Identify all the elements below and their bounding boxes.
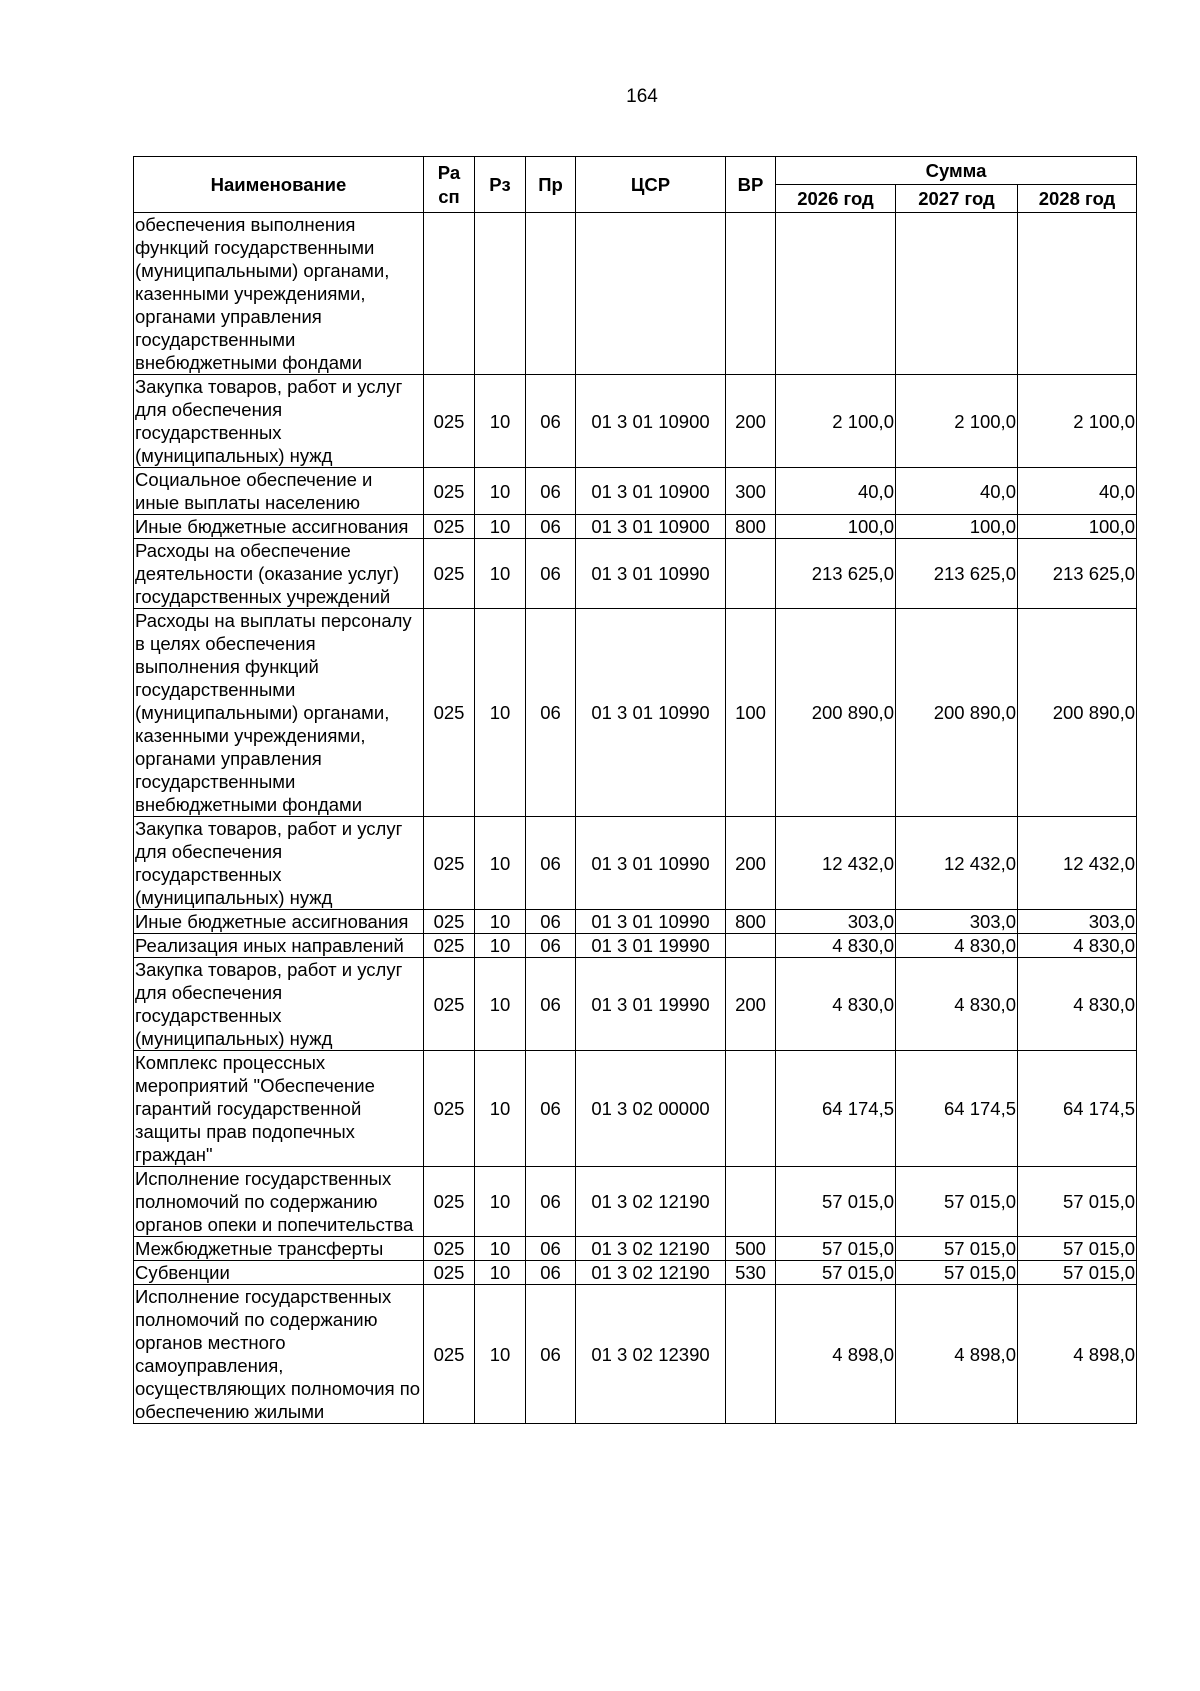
- cell-sum-2028: 4 830,0: [1018, 934, 1137, 958]
- header-csr: ЦСР: [576, 157, 726, 213]
- cell-sum-2027: 303,0: [896, 910, 1018, 934]
- cell-csr: 01 3 01 10900: [576, 375, 726, 468]
- cell-sum-2027: 100,0: [896, 515, 1018, 539]
- cell-name: обеспечения выполнения функций государственными (муниципальными) органами, казенными учреждениями, органами управления государственными внебюджетными фондами: [134, 213, 424, 375]
- cell-vr: 500: [726, 1237, 776, 1261]
- header-vr: ВР: [726, 157, 776, 213]
- cell-sum-2027: 4 830,0: [896, 934, 1018, 958]
- cell-sum-2027: 4 898,0: [896, 1285, 1018, 1424]
- cell-rz: 10: [475, 1261, 526, 1285]
- cell-rz: 10: [475, 934, 526, 958]
- cell-csr: 01 3 01 10990: [576, 910, 726, 934]
- cell-vr: 530: [726, 1261, 776, 1285]
- cell-sum-2027: 64 174,5: [896, 1051, 1018, 1167]
- cell-rasp: 025: [424, 1285, 475, 1424]
- cell-vr: 100: [726, 609, 776, 817]
- cell-sum-2026: 57 015,0: [776, 1167, 896, 1237]
- cell-rasp: 025: [424, 817, 475, 910]
- cell-rz: 10: [475, 515, 526, 539]
- cell-csr: 01 3 01 10990: [576, 539, 726, 609]
- cell-csr: 01 3 01 10900: [576, 515, 726, 539]
- cell-vr: [726, 1167, 776, 1237]
- table-row: [134, 817, 1137, 910]
- table-header: [134, 157, 1137, 213]
- cell-sum-2028: 57 015,0: [1018, 1261, 1137, 1285]
- cell-name: Иные бюджетные ассигнования: [134, 515, 424, 539]
- cell-rz: 10: [475, 1051, 526, 1167]
- cell-vr: 200: [726, 958, 776, 1051]
- cell-pr: 06: [526, 817, 576, 910]
- cell-rz: 10: [475, 1167, 526, 1237]
- cell-vr: [726, 539, 776, 609]
- cell-sum-2027: 57 015,0: [896, 1237, 1018, 1261]
- cell-vr: 200: [726, 375, 776, 468]
- cell-rz: 10: [475, 817, 526, 910]
- cell-csr: 01 3 02 00000: [576, 1051, 726, 1167]
- cell-sum-2028: 200 890,0: [1018, 609, 1137, 817]
- cell-sum-2026: 4 830,0: [776, 958, 896, 1051]
- cell-rasp: 025: [424, 1051, 475, 1167]
- header-rasp: Ра сп: [424, 157, 475, 213]
- cell-vr: [726, 1051, 776, 1167]
- cell-name: Расходы на выплаты персоналу в целях обеспечения выполнения функций государственными (муниципальными) органами, казенными учреждениями, органами управления государственными внебюджетными фондами: [134, 609, 424, 817]
- cell-rasp: 025: [424, 468, 475, 515]
- cell-name: Исполнение государственных полномочий по содержанию органов местного самоуправления, осуществляющих полномочия по обеспечению жилыми: [134, 1285, 424, 1424]
- cell-csr: 01 3 02 12390: [576, 1285, 726, 1424]
- cell-sum-2028: 57 015,0: [1018, 1237, 1137, 1261]
- cell-rasp: 025: [424, 1167, 475, 1237]
- cell-rasp: 025: [424, 1261, 475, 1285]
- cell-vr: 800: [726, 515, 776, 539]
- cell-rz: 10: [475, 539, 526, 609]
- table-row: [134, 375, 1137, 468]
- header-year-2026: 2026 год: [776, 185, 896, 213]
- cell-csr: 01 3 02 12190: [576, 1237, 726, 1261]
- table-row: [134, 609, 1137, 817]
- cell-sum-2027: 12 432,0: [896, 817, 1018, 910]
- cell-pr: 06: [526, 468, 576, 515]
- cell-sum-2027: 200 890,0: [896, 609, 1018, 817]
- cell-name: Комплекс процессных мероприятий "Обеспечение гарантий государственной защиты прав подопечных граждан": [134, 1051, 424, 1167]
- table-row: [134, 1261, 1137, 1285]
- cell-name: Реализация иных направлений: [134, 934, 424, 958]
- cell-name: Иные бюджетные ассигнования: [134, 910, 424, 934]
- budget-table: [133, 156, 1137, 1424]
- table-row: [134, 1237, 1137, 1261]
- cell-vr: [726, 934, 776, 958]
- cell-sum-2028: 40,0: [1018, 468, 1137, 515]
- cell-pr: 06: [526, 1237, 576, 1261]
- table-row: [134, 539, 1137, 609]
- cell-csr: 01 3 02 12190: [576, 1261, 726, 1285]
- table-row: [134, 958, 1137, 1051]
- table-row: [134, 213, 1137, 375]
- header-pr: Пр: [526, 157, 576, 213]
- header-year-2027: 2027 год: [896, 185, 1018, 213]
- cell-name: Закупка товаров, работ и услуг для обеспечения государственных (муниципальных) нужд: [134, 958, 424, 1051]
- cell-sum-2026: [776, 213, 896, 375]
- cell-sum-2026: 57 015,0: [776, 1237, 896, 1261]
- cell-sum-2027: 57 015,0: [896, 1261, 1018, 1285]
- cell-pr: 06: [526, 375, 576, 468]
- cell-sum-2028: 4 898,0: [1018, 1285, 1137, 1424]
- cell-rz: [475, 213, 526, 375]
- header-name: Наименование: [134, 157, 424, 213]
- cell-rz: 10: [475, 958, 526, 1051]
- cell-rz: 10: [475, 1285, 526, 1424]
- cell-pr: 06: [526, 609, 576, 817]
- cell-name: Исполнение государственных полномочий по содержанию органов опеки и попечительства: [134, 1167, 424, 1237]
- cell-csr: 01 3 01 10900: [576, 468, 726, 515]
- cell-rasp: 025: [424, 539, 475, 609]
- cell-rasp: 025: [424, 934, 475, 958]
- cell-name: Закупка товаров, работ и услуг для обеспечения государственных (муниципальных) нужд: [134, 375, 424, 468]
- cell-sum-2026: 4 898,0: [776, 1285, 896, 1424]
- cell-sum-2026: 4 830,0: [776, 934, 896, 958]
- cell-rasp: 025: [424, 910, 475, 934]
- cell-rasp: 025: [424, 375, 475, 468]
- cell-sum-2027: 57 015,0: [896, 1167, 1018, 1237]
- cell-sum-2026: 40,0: [776, 468, 896, 515]
- cell-sum-2027: [896, 213, 1018, 375]
- cell-pr: 06: [526, 1167, 576, 1237]
- cell-sum-2028: 100,0: [1018, 515, 1137, 539]
- table-row: [134, 515, 1137, 539]
- cell-sum-2027: 4 830,0: [896, 958, 1018, 1051]
- cell-sum-2026: 57 015,0: [776, 1261, 896, 1285]
- header-sum: Сумма: [776, 157, 1137, 185]
- cell-sum-2028: 12 432,0: [1018, 817, 1137, 910]
- cell-pr: 06: [526, 1261, 576, 1285]
- cell-sum-2027: 40,0: [896, 468, 1018, 515]
- header-rz: Рз: [475, 157, 526, 213]
- cell-sum-2026: 303,0: [776, 910, 896, 934]
- table-row: [134, 1167, 1137, 1237]
- cell-rz: 10: [475, 1237, 526, 1261]
- table-row: [134, 1285, 1137, 1424]
- cell-rz: 10: [475, 375, 526, 468]
- cell-sum-2026: 12 432,0: [776, 817, 896, 910]
- cell-rasp: 025: [424, 1237, 475, 1261]
- cell-sum-2027: 2 100,0: [896, 375, 1018, 468]
- cell-rz: 10: [475, 468, 526, 515]
- cell-name: Расходы на обеспечение деятельности (оказание услуг) государственных учреждений: [134, 539, 424, 609]
- cell-vr: [726, 1285, 776, 1424]
- cell-sum-2026: 64 174,5: [776, 1051, 896, 1167]
- cell-vr: 800: [726, 910, 776, 934]
- cell-vr: [726, 213, 776, 375]
- cell-sum-2026: 100,0: [776, 515, 896, 539]
- cell-csr: 01 3 01 19990: [576, 934, 726, 958]
- cell-csr: 01 3 01 10990: [576, 609, 726, 817]
- cell-pr: 06: [526, 1285, 576, 1424]
- header-year-2028: 2028 год: [1018, 185, 1137, 213]
- cell-sum-2026: 2 100,0: [776, 375, 896, 468]
- cell-sum-2026: 200 890,0: [776, 609, 896, 817]
- cell-pr: 06: [526, 515, 576, 539]
- table-row: [134, 1051, 1137, 1167]
- cell-rz: 10: [475, 910, 526, 934]
- cell-sum-2028: 57 015,0: [1018, 1167, 1137, 1237]
- cell-name: Субвенции: [134, 1261, 424, 1285]
- cell-rasp: 025: [424, 515, 475, 539]
- cell-sum-2027: 213 625,0: [896, 539, 1018, 609]
- cell-csr: 01 3 01 10990: [576, 817, 726, 910]
- cell-rasp: 025: [424, 609, 475, 817]
- cell-sum-2028: [1018, 213, 1137, 375]
- cell-sum-2028: 303,0: [1018, 910, 1137, 934]
- cell-csr: 01 3 01 19990: [576, 958, 726, 1051]
- cell-name: Закупка товаров, работ и услуг для обеспечения государственных (муниципальных) нужд: [134, 817, 424, 910]
- table-row: [134, 910, 1137, 934]
- cell-pr: 06: [526, 910, 576, 934]
- page-number: 164: [626, 86, 658, 107]
- cell-sum-2028: 64 174,5: [1018, 1051, 1137, 1167]
- table-row: [134, 468, 1137, 515]
- cell-name: Социальное обеспечение и иные выплаты населению: [134, 468, 424, 515]
- cell-sum-2028: 4 830,0: [1018, 958, 1137, 1051]
- cell-sum-2026: 213 625,0: [776, 539, 896, 609]
- cell-pr: 06: [526, 958, 576, 1051]
- cell-sum-2028: 213 625,0: [1018, 539, 1137, 609]
- table-body: [134, 213, 1137, 1424]
- cell-pr: [526, 213, 576, 375]
- cell-vr: 200: [726, 817, 776, 910]
- cell-rasp: [424, 213, 475, 375]
- cell-csr: 01 3 02 12190: [576, 1167, 726, 1237]
- cell-rz: 10: [475, 609, 526, 817]
- cell-pr: 06: [526, 934, 576, 958]
- cell-rasp: 025: [424, 958, 475, 1051]
- cell-csr: [576, 213, 726, 375]
- cell-name: Межбюджетные трансферты: [134, 1237, 424, 1261]
- cell-vr: 300: [726, 468, 776, 515]
- cell-sum-2028: 2 100,0: [1018, 375, 1137, 468]
- cell-pr: 06: [526, 539, 576, 609]
- table-row: [134, 934, 1137, 958]
- cell-pr: 06: [526, 1051, 576, 1167]
